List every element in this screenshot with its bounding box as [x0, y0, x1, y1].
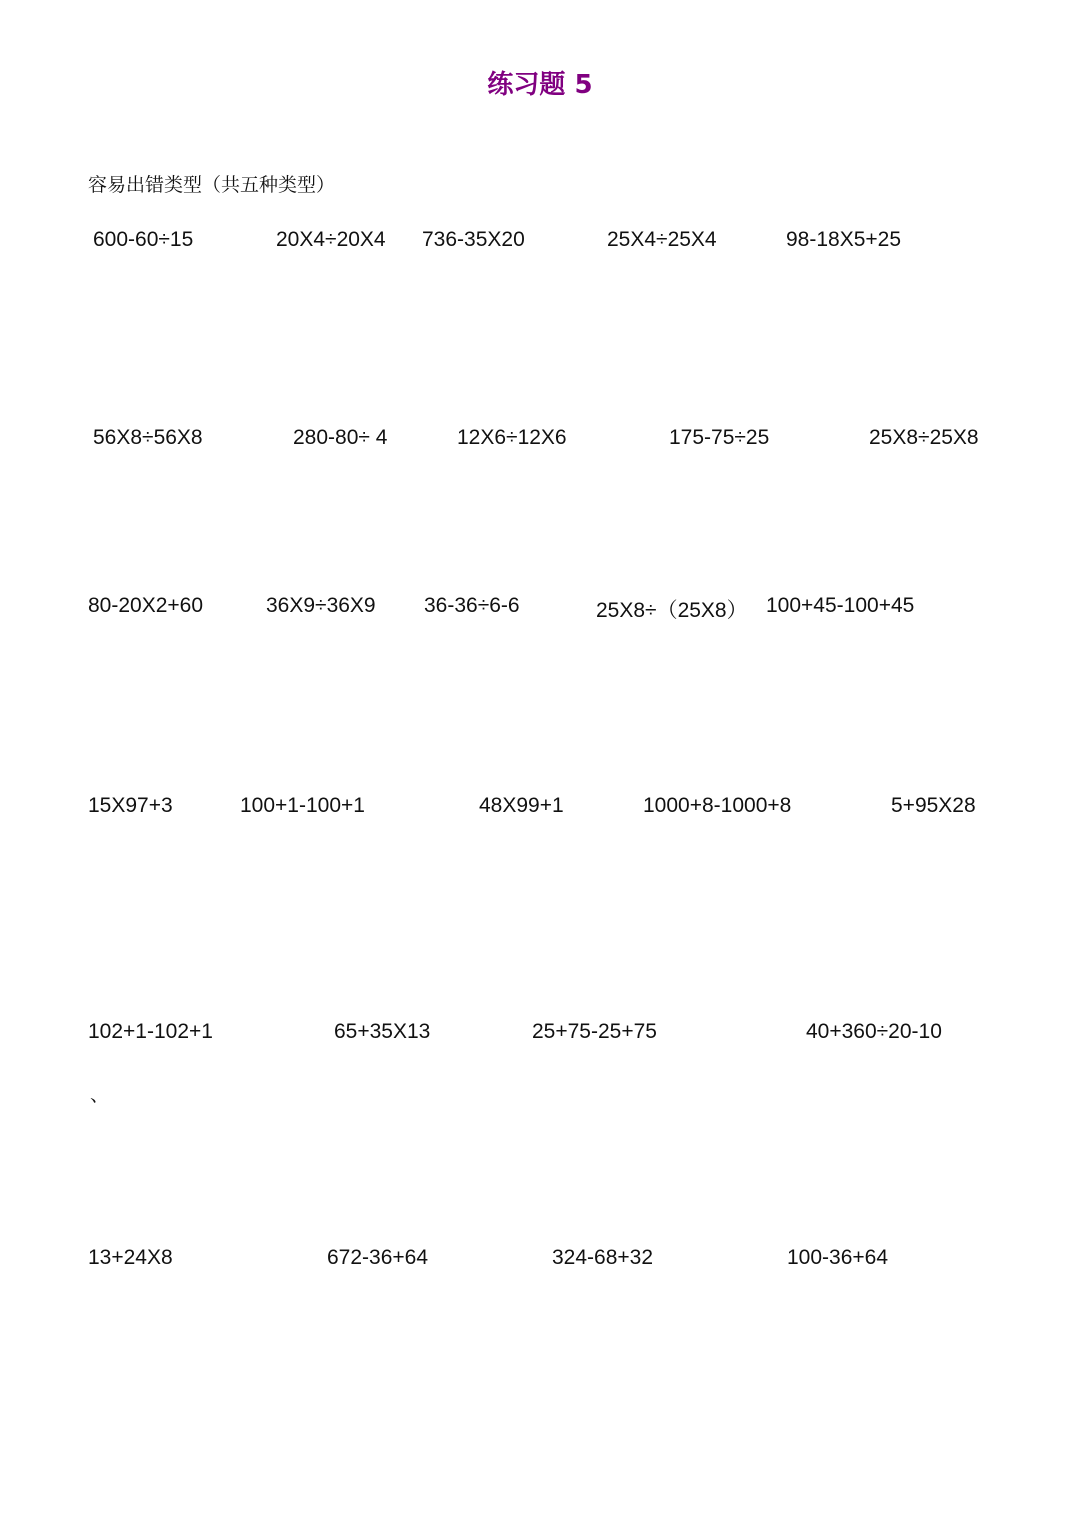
expression: 100+1-100+1 — [240, 794, 365, 817]
expression: 48X99+1 — [479, 794, 564, 817]
expression: 600-60÷15 — [93, 228, 194, 251]
page-title: 练习题 5 — [487, 70, 593, 100]
expression: 25X4÷25X4 — [607, 228, 717, 251]
expression: 25X8÷25X8 — [869, 426, 979, 449]
expression: 20X4÷20X4 — [276, 228, 386, 251]
section-subtitle: 容易出错类型（共五种类型） — [88, 174, 336, 196]
expression: 13+24X8 — [88, 1246, 173, 1269]
expression: 736-35X20 — [422, 228, 525, 251]
stray-punctuation-mark: 、 — [90, 1084, 110, 1106]
expression: 672-36+64 — [327, 1246, 429, 1269]
expression: 1000+8-1000+8 — [643, 794, 792, 817]
expression: 98-18X5+25 — [786, 228, 902, 251]
expression: 100+45-100+45 — [766, 594, 915, 617]
expression: 102+1-102+1 — [88, 1020, 213, 1043]
expression: 56X8÷56X8 — [93, 426, 203, 449]
expression: 65+35X13 — [334, 1020, 431, 1043]
expression: 36X9÷36X9 — [266, 594, 376, 617]
expression: 40+360÷20-10 — [806, 1020, 942, 1043]
expression: 5+95X28 — [891, 794, 976, 817]
expression: 80-20X2+60 — [88, 594, 204, 617]
expression: 15X97+3 — [88, 794, 173, 817]
expression: 100-36+64 — [787, 1246, 889, 1269]
expression: 25X8÷（25X8） — [596, 599, 748, 622]
expression: 25+75-25+75 — [532, 1020, 657, 1043]
expression: 12X6÷12X6 — [457, 426, 567, 449]
expression: 324-68+32 — [552, 1246, 654, 1269]
expression: 280-80÷ 4 — [293, 426, 388, 449]
expression: 175-75÷25 — [669, 426, 770, 449]
expression: 36-36÷6-6 — [424, 594, 520, 617]
